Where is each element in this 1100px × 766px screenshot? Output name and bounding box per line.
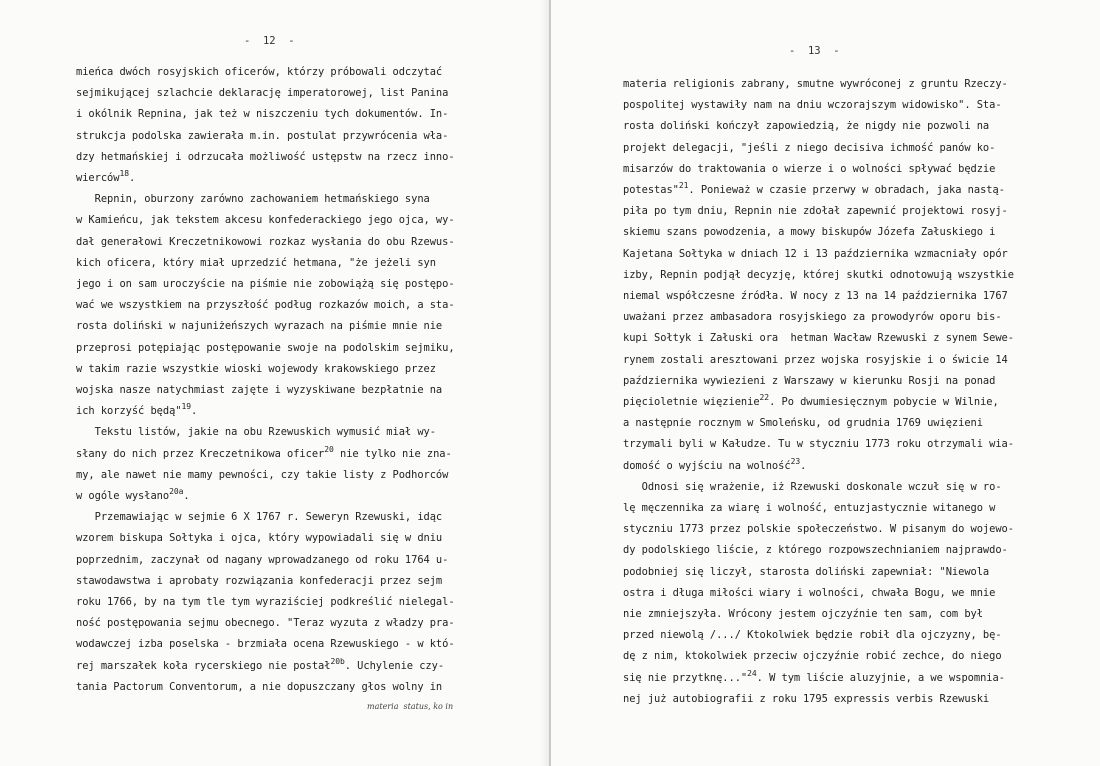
text-line (623, 629, 1002, 641)
text-line (76, 108, 448, 120)
line-text: słany do nich przez Kreczetnikowa oficer (76, 447, 325, 460)
line-text: pospolitej wystawiły nam na dniu wczorajszym widowisko". Sta- (623, 99, 1002, 112)
left-page (0, 0, 549, 766)
text-line (623, 205, 1008, 217)
line-text: nie tylko nie zna- (333, 447, 452, 460)
line-text: nie zmniejszyła. Wrócony jestem ojczyźnie ten sam, com był (623, 608, 983, 620)
line-text: rej marszałek koła rycerskiego nie postał (76, 659, 331, 672)
text-line (623, 226, 995, 238)
footnote-ref: 24 (747, 668, 757, 678)
text-line (623, 544, 1008, 556)
text-line (623, 456, 807, 472)
text-line (76, 66, 442, 78)
line-text: października wywiezieni z Warszawy w kierunku Rosji na ponad (623, 374, 996, 387)
footnote-ref: 18 (119, 169, 129, 178)
footnote-ref: 20 (324, 444, 334, 454)
line-text: rynem zostali aresztowani przez wojska rosyjskie i o świcie 14 (623, 353, 1008, 366)
text-line (623, 438, 1014, 450)
line-text: dał generałowi Kreczetnikowowi rozkaz wysłania do obu Rzewus- (76, 235, 455, 248)
text-line (76, 617, 455, 629)
text-line (76, 681, 442, 693)
line-text: wać we wszystkiem na przyszłość podług rozkazów moich, a sta- (76, 299, 455, 312)
line-text: sejmikującej szlachcie deklarację imperatorowej, list Panina (76, 87, 449, 100)
line-text: a następnie rocznym w Smoleńsku, od grudnia 1769 uwięzieni (623, 417, 983, 430)
text-line (623, 375, 995, 387)
line-text: w Kamieńcu, jak tekstem akcesu konfederackiego jego ojca, wy- (76, 214, 455, 227)
text-line (76, 278, 455, 290)
line-text: . (183, 490, 190, 502)
line-text: przed niewolą /.../ Ktokolwiek będzie robił dla ojczyzny, bę- (623, 629, 1002, 642)
text-line (623, 99, 1002, 111)
text-line (623, 668, 1005, 684)
text-line (76, 511, 442, 523)
line-text: my, ale nawet nie mamy pewności, czy takie listy z Podhorców (76, 468, 449, 481)
text-line (623, 142, 995, 154)
text-line (76, 363, 436, 375)
text-line (623, 290, 1008, 302)
line-text: Tekstu listów, jakie na obu Rzewuskich wymusić miał wy- (76, 426, 436, 439)
text-line (76, 257, 436, 269)
text-line (623, 608, 983, 620)
text-line (76, 575, 442, 587)
text-line (623, 332, 1014, 344)
line-text: dy podolskiego liście, z którego rozpowszechnianiem najprawdo- (623, 544, 1008, 557)
line-text: wzorem biskupa Sołtyka i ojca, który wypowiadali się w dniu (76, 532, 443, 545)
text-line (76, 169, 136, 184)
line-text: uważani przez ambasadora rosyjskiego za prowodyrów oporu bis- (623, 311, 1002, 324)
text-line (623, 311, 1002, 323)
line-text: ich korzyść będą" (76, 405, 182, 418)
text-line (623, 354, 1008, 366)
text-line (623, 523, 1014, 535)
line-text: się nie przytknę..." (623, 671, 748, 684)
text-line (623, 393, 999, 408)
line-text: Kajetana Sołtyka w dniach 12 i 13 października wzmacniały opór (623, 247, 1008, 260)
line-text: . W tym liście aluzyjnie, a we wspomnia- (756, 671, 1005, 684)
line-text: pięcioletnie więzienie (623, 396, 760, 408)
text-line (623, 78, 1008, 90)
line-text: misarzów do traktowania o wierze i o wolności spływać będzie (623, 162, 996, 175)
line-text: dzy hetmańskiej i odrzucała możliwość ustępstw na rzecz inno- (76, 150, 455, 163)
page-number: - 12 - (244, 35, 295, 47)
text-line (76, 130, 448, 142)
line-text: Repnin, oburzony zarówno zachowaniem hetmańskiego syna (76, 193, 430, 206)
text-line (76, 320, 442, 332)
footnote-ref: 22 (759, 393, 770, 402)
footnote-ref: 20a (169, 487, 184, 496)
page-number: - 13 - (789, 45, 840, 57)
line-text: projekt delegacji, "jeśli z niego decisiva ichmość panów ko- (623, 141, 996, 154)
line-text: ostra i długa miłości wiary i wolności, chwała Bogu, we mnie (623, 586, 996, 599)
text-line (76, 214, 455, 226)
text-line (76, 469, 448, 481)
line-text: dę z nim, ktokolwiek przeciw ojczyźnie robić zechce, do niego (623, 650, 1002, 663)
text-line (76, 444, 452, 460)
line-text: kupi Sołtyk i Załuski ora hetman Wacław Rzewuski z synem Sewe- (623, 332, 1014, 345)
line-text: potestas" (623, 184, 679, 196)
text-line (76, 426, 436, 438)
text-line (623, 566, 989, 578)
handwritten-note: materia status, ko in (367, 702, 454, 711)
line-text: materia religionis zabrany, smutne wywróconej z gruntu Rzeczy- (623, 78, 1008, 90)
text-line (623, 248, 1008, 260)
text-line (623, 417, 983, 429)
text-line (623, 120, 989, 132)
text-line (76, 487, 190, 502)
text-line (76, 87, 448, 99)
text-line (76, 299, 455, 311)
line-text: rosta doliński kończył zapowiedzią, że nigdy nie pozwoli na (623, 120, 990, 133)
line-text: w ogóle wysłano (76, 490, 170, 502)
line-text: i okólnik Repnina, jak też w niszczeniu tych dokumentów. In- (76, 108, 449, 121)
line-text: stawodawstwa i aprobaty rozwiązania konfederacji przez sejm (76, 574, 443, 587)
line-text: . Ponieważ w czasie przerwy w obradach, jaka nastą- (688, 184, 1005, 196)
text-line (76, 342, 455, 354)
line-text: domość o wyjściu na wolność (623, 459, 791, 472)
line-text: kich oficera, który miał uprzedzić hetmana, "że jeżeli syn (76, 256, 436, 269)
text-line (623, 181, 1005, 196)
line-text: mieńca dwóch rosyjskich oficerów, którzy próbowali odczytać (76, 66, 443, 78)
line-text: . (191, 405, 198, 418)
line-text: w takim razie wszystkie wioski wojewody krakowskiego przez (76, 362, 436, 375)
text-line (623, 163, 995, 175)
text-line (76, 532, 442, 544)
line-text: piła po tym dniu, Repnin nie zdołał zapewnić projektowi rosyj- (623, 205, 1008, 218)
text-line (623, 502, 995, 514)
line-text: Odnosi się wrażenie, iż Rzewuski doskonale wczuł się w ro- (623, 480, 1002, 493)
line-text: roku 1766, by na tym tle tym wyraziściej podkreślić nielegal- (76, 596, 455, 608)
line-text: tania Pactorum Conventorum, a nie dopuszczany głos wolny in (76, 680, 443, 693)
footnote-ref: 20b (330, 656, 345, 666)
line-text: trzymali byli w Kałudze. Tu w styczniu 1773 roku otrzymali wia- (623, 438, 1014, 451)
line-text: . Uchylenie czy- (344, 659, 445, 672)
line-text: wodawczej izba poselska - brzmiała ocena Rzewuskiego - w któ- (76, 638, 455, 651)
line-text: wierców (76, 172, 120, 184)
text-line (76, 151, 455, 163)
line-text: poprzednim, zaczynał od nagany wprowadzanego od roku 1764 u- (76, 553, 449, 566)
line-text: wojska nasze natychmiast zajęte i wyzyskiwane bezpłatnie na (76, 384, 443, 396)
line-text: styczniu 1773 przez polskie społeczeństwo. W pisanym do wojewo- (623, 523, 1014, 536)
line-text: . Po dwumiesięcznym pobycie w Wilnie, (769, 396, 999, 408)
line-text: . (800, 459, 807, 472)
line-text: skiemu szans powodzenia, a mowy biskupów Józefa Załuskiego i (623, 226, 996, 239)
text-line (623, 269, 1014, 281)
text-line (76, 236, 455, 248)
text-line (623, 481, 1002, 493)
line-text: izby, Repnin podjął decyzję, której skutki odnotowują wszystkie (623, 268, 1014, 281)
text-line (623, 587, 995, 599)
line-text: rosta doliński w najuniżeńszych wyrazach na piśmie mnie nie (76, 320, 443, 333)
footnote-ref: 23 (790, 456, 801, 466)
line-text: ność postępowania sejmu obecnego. "Teraz wyzuta z władzy pra- (76, 617, 455, 630)
text-line (76, 596, 455, 608)
text-line (76, 638, 455, 650)
line-text: niemal współczesne źródła. W nocy z 13 na 14 października 1767 (623, 290, 1008, 302)
footnote-ref: 19 (181, 402, 192, 412)
line-text: . (129, 172, 136, 184)
text-line (76, 656, 445, 672)
text-line (76, 402, 198, 418)
line-text: przeprosi potępiając postępowanie swoje na podolskim sejmiku, (76, 341, 455, 354)
footnote-ref: 21 (678, 181, 689, 190)
text-line (623, 693, 989, 705)
line-text: lę męczennika za wiarę i wolność, entuzjastycznie witanego w (623, 502, 996, 514)
line-text: Przemawiając w sejmie 6 X 1767 r. Seweryn Rzewuski, idąc (76, 511, 443, 524)
right-page (551, 0, 1100, 766)
text-line (76, 384, 442, 396)
text-line (76, 193, 430, 205)
line-text: strukcja podolska zawierała m.in. postulat przywrócenia wła- (76, 129, 449, 142)
line-text: jego i on sam uroczyście na piśmie nie zobowiążą się postępo- (76, 278, 455, 290)
text-line (76, 554, 448, 566)
line-text: nej już autobiografii z roku 1795 expressis verbis Rzewuski (623, 692, 990, 705)
text-line (623, 650, 1002, 662)
line-text: podobniej się liczył, starosta doliński zapewniał: "Niewola (623, 565, 990, 578)
